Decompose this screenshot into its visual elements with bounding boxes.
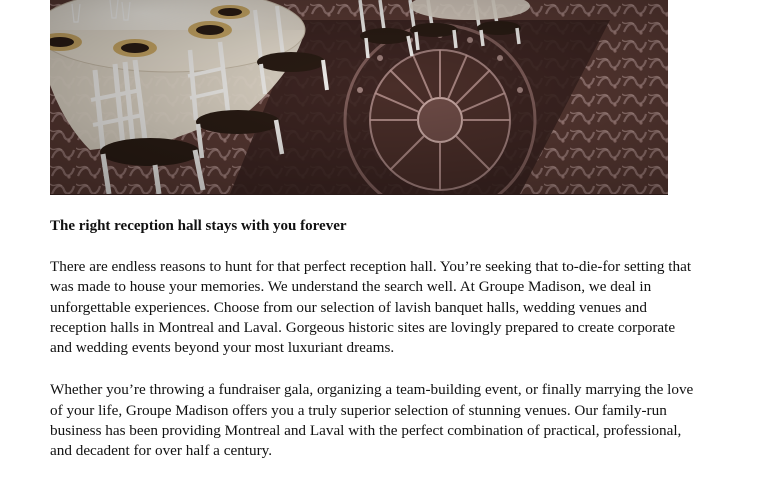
article-heading: The right reception hall stays with you forever — [50, 218, 347, 234]
article-body — [50, 216, 700, 484]
banquet-hall-illustration — [50, 0, 668, 194]
paragraph-intro: There are endless reasons to hunt for that perfect reception hall. You’re seeking that to-die-for setting that was made to house your memories. We understand the search well. At Groupe Madison, we deal in unforgettable experiences. Choose from our selection of lavish banquet halls, wedding venues and reception halls in Montreal and Laval. Gorgeous historic sites are lovingly prepared to create corporate and wedding events beyond your most luxuriant dreams. — [50, 258, 692, 357]
paragraph-venues: Whether you’re throwing a fundraiser gala, organizing a team-building event, or finally marrying the love of your life, Groupe Madison offers you a truly superior selection of stunning venues. Our family-run business has been providing Montreal and Laval with the perfect combination of practical, professional, and decadent for over half a century. — [50, 381, 694, 460]
hero-image — [50, 0, 668, 195]
